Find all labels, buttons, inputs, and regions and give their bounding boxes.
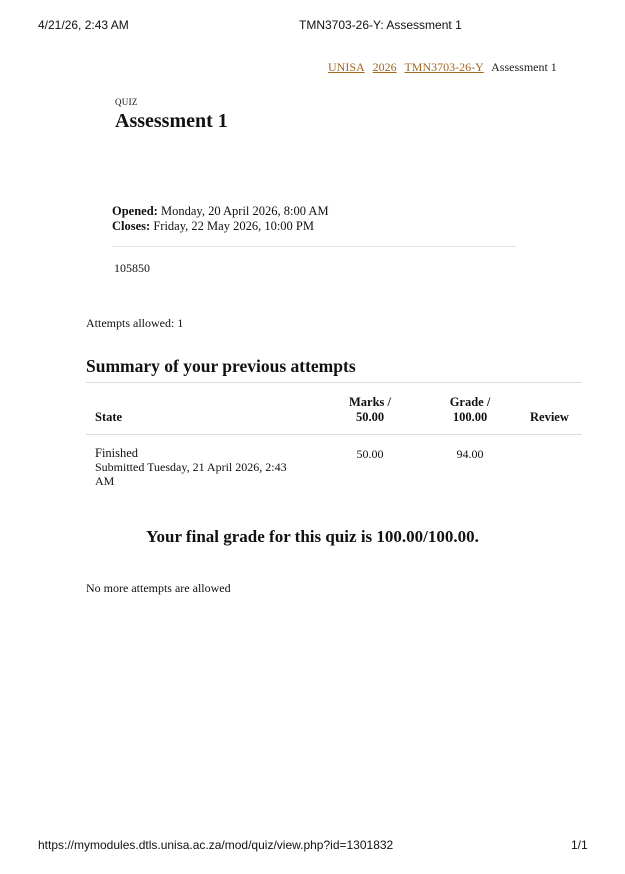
column-header-review: Review xyxy=(530,410,569,424)
closes-value: Friday, 22 May 2026, 10:00 PM xyxy=(153,219,314,233)
print-header-datetime: 4/21/26, 2:43 AM xyxy=(38,18,129,32)
final-grade: Your final grade for this quiz is 100.00/100.00. xyxy=(146,527,479,546)
opened-value: Monday, 20 April 2026, 8:00 AM xyxy=(160,204,329,218)
page-title: Assessment 1 xyxy=(115,110,228,132)
closes-date xyxy=(112,219,329,234)
attempt-state-cell xyxy=(95,446,295,488)
summary-heading: Summary of your previous attempts xyxy=(86,356,356,376)
attempt-marks: 50.00 xyxy=(356,447,384,461)
grade-header-line2: 100.00 xyxy=(452,410,488,424)
marks-header-line2: 50.00 xyxy=(355,410,385,424)
quiz-dates xyxy=(112,204,329,234)
breadcrumb-current: Assessment 1 xyxy=(491,60,557,74)
breadcrumb xyxy=(328,60,557,75)
column-header-grade xyxy=(440,395,500,425)
breadcrumb-link-course[interactable]: TMN3703-26-Y xyxy=(404,60,484,74)
table-top-rule xyxy=(86,382,582,383)
column-header-marks xyxy=(340,395,400,425)
column-header-state: State xyxy=(95,410,123,424)
attempt-submitted: Submitted Tuesday, 21 April 2026, 2:43 AM xyxy=(95,460,287,488)
breadcrumb-link-unisa[interactable]: UNISA xyxy=(328,60,365,74)
marks-header-line1: Marks / xyxy=(348,395,391,409)
print-footer-url: https://mymodules.dtls.unisa.ac.za/mod/quiz/view.php?id=1301832 xyxy=(38,838,394,852)
opened-label: Opened: xyxy=(112,204,158,218)
table-header-rule xyxy=(86,434,582,435)
attempt-status: Finished xyxy=(95,446,139,460)
attempts-allowed: Attempts allowed: 1 xyxy=(86,316,184,330)
quiz-id-number: 105850 xyxy=(114,261,150,275)
grade-header-line1: Grade / xyxy=(449,395,491,409)
activity-type-label: QUIZ xyxy=(115,97,138,107)
closes-label: Closes: xyxy=(112,219,151,233)
print-footer-page-number: 1/1 xyxy=(571,838,588,852)
opened-date xyxy=(112,204,329,219)
attempt-grade: 94.00 xyxy=(456,447,484,461)
no-more-attempts: No more attempts are allowed xyxy=(86,581,231,595)
divider xyxy=(112,246,516,247)
breadcrumb-link-year[interactable]: 2026 xyxy=(372,60,397,74)
print-header-title: TMN3703-26-Y: Assessment 1 xyxy=(299,18,462,32)
